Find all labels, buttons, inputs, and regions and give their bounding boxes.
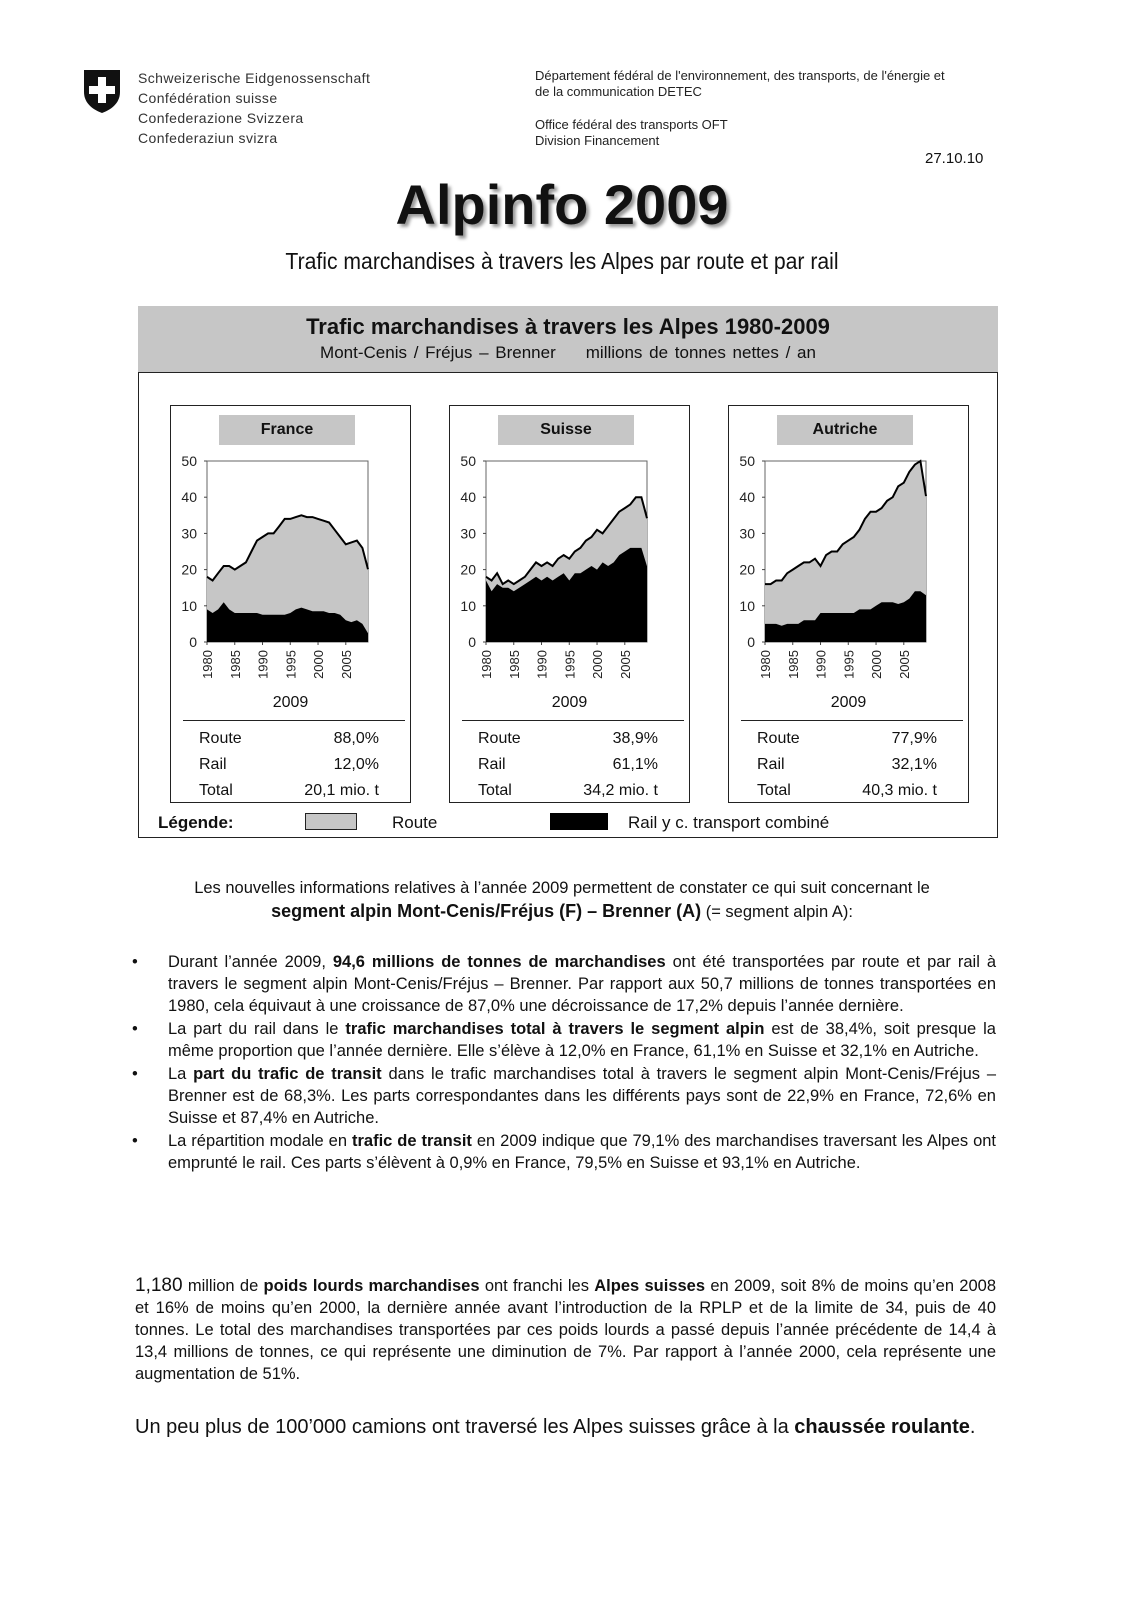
department-name bbox=[535, 68, 945, 100]
paragraph-text: en 2009, soit 8% de moins qu’en 2008 et 16% de moins qu’en 2000, la dernière année avant l’introduction de la RPLP et de la limite de 34, puis de 40 tonnes. Le total des marchandises transportées par ces poids lourds a passé depuis l’année précédente de 14,4 à 13,4 millions de tonnes, ce qui représente une diminution de 7%. Par rapport à l’année 2000, cela représente une augmentation de 51%. bbox=[135, 1277, 997, 1383]
y-tick-label: 10 bbox=[181, 597, 197, 614]
confederation-names bbox=[138, 68, 370, 148]
chart-panel-suisse bbox=[449, 405, 690, 803]
document-subtitle: Trafic marchandises à travers les Alpes par route et par rail bbox=[285, 248, 839, 274]
stat-label: Route bbox=[199, 730, 242, 747]
stat-value: 20,1 mio. t bbox=[304, 782, 379, 799]
bullet-emphasis: 94,6 millions de tonnes de marchandises bbox=[332, 953, 666, 971]
office-line-2: Division Financement bbox=[535, 133, 660, 148]
paragraph-text: . bbox=[969, 1416, 976, 1438]
bullet-text: La part du rail dans le bbox=[168, 1020, 346, 1038]
confed-it: Confederazione Svizzera bbox=[138, 110, 304, 126]
panel-title: Autriche bbox=[777, 415, 913, 445]
panel-stats bbox=[199, 730, 379, 808]
x-tick-label: 1995 bbox=[562, 650, 578, 679]
panel-divider bbox=[462, 720, 684, 721]
legend-label: Légende: bbox=[158, 813, 234, 832]
bullet-text: La répartition modale en bbox=[168, 1132, 352, 1150]
x-tick-label: 2005 bbox=[338, 650, 354, 679]
stat-row-route bbox=[478, 730, 658, 756]
y-tick-label: 40 bbox=[460, 489, 476, 506]
stat-label: Total bbox=[478, 782, 512, 799]
chart-panel-france bbox=[170, 405, 411, 803]
x-tick-label: 1995 bbox=[283, 650, 299, 679]
paragraph-text: Un peu plus de 100’000 camions ont traversé les Alpes suisses grâce à la bbox=[135, 1416, 795, 1438]
document-date: 27.10.10 bbox=[925, 150, 984, 167]
list-item bbox=[130, 1018, 996, 1062]
stat-label: Route bbox=[478, 730, 521, 747]
confed-fr: Confédération suisse bbox=[138, 90, 278, 106]
stat-row-rail bbox=[757, 756, 937, 782]
chart-svg bbox=[450, 406, 689, 696]
panel-year: 2009 bbox=[551, 694, 588, 711]
rolling-highway-paragraph bbox=[135, 1414, 996, 1440]
chart-subtitle-unit: millions de tonnes nettes / an bbox=[585, 343, 816, 362]
paragraph-text: million de bbox=[182, 1277, 264, 1295]
panel-year: 2009 bbox=[830, 694, 867, 711]
legend-swatch-rail bbox=[550, 813, 608, 830]
heavy-vehicles-paragraph bbox=[135, 1275, 996, 1385]
intro-line: Les nouvelles informations relatives à l’année 2009 permettent de constater ce qui suit concernant le bbox=[194, 879, 930, 897]
legend-text-rail: Rail y c. transport combiné bbox=[628, 813, 830, 832]
department-line-2: de la communication DETEC bbox=[535, 84, 702, 99]
intro-segment-line bbox=[100, 900, 1024, 924]
y-tick-label: 0 bbox=[468, 634, 476, 650]
bullet-text: en 2009 indique que 79,1% des marchandises traversant les Alpes ont emprunté le rail. Ces parts s’élèvent à 0,9% en France, 79,5% en Suisse et 93,1% en Autriche. bbox=[168, 1132, 997, 1172]
bullet-emphasis: part du trafic de transit bbox=[193, 1065, 382, 1083]
panel-divider bbox=[741, 720, 963, 721]
chart-subtitle-route-segment: Mont-Cenis / Fréjus – Brenner bbox=[320, 343, 556, 362]
x-tick-label: 2000 bbox=[311, 650, 327, 679]
panel-title: Suisse bbox=[498, 415, 634, 445]
stat-value: 61,1% bbox=[612, 756, 658, 773]
x-tick-label: 2000 bbox=[869, 650, 885, 679]
swiss-coat-of-arms-icon bbox=[82, 68, 122, 114]
x-tick-label: 1985 bbox=[785, 650, 801, 679]
stat-label: Rail bbox=[478, 756, 506, 773]
stat-label: Total bbox=[199, 782, 233, 799]
panel-stats bbox=[757, 730, 937, 808]
x-tick-label: 2005 bbox=[896, 650, 912, 679]
y-tick-label: 40 bbox=[181, 489, 197, 506]
confed-de: Schweizerische Eidgenossenschaft bbox=[138, 70, 371, 86]
stat-label: Route bbox=[757, 730, 800, 747]
bullet-text: est de 38,4%, soit presque la même proportion que l’année dernière. Elle s’élève à 12,0% en France, 61,1% en Suisse et 32,1% en Autriche. bbox=[168, 1020, 996, 1060]
bullet-list bbox=[130, 951, 996, 1175]
x-tick-label: 1990 bbox=[534, 650, 550, 679]
panel-year: 2009 bbox=[272, 694, 309, 711]
paragraph-emphasis: poids lourds marchandises bbox=[263, 1277, 480, 1295]
stat-label: Rail bbox=[757, 756, 785, 773]
stat-value: 77,9% bbox=[891, 730, 937, 747]
stat-row-total bbox=[478, 782, 658, 808]
chart-subtitle bbox=[138, 343, 998, 363]
legend-swatch-route bbox=[305, 813, 357, 830]
stat-row-route bbox=[199, 730, 379, 756]
y-tick-label: 50 bbox=[181, 453, 197, 469]
y-tick-label: 10 bbox=[460, 597, 476, 614]
x-tick-label: 2000 bbox=[590, 650, 606, 679]
bullet-text: dans le trafic marchandises total à travers le segment alpin Mont-Cenis/Fréjus – Brenner est de 68,3%. Les parts correspondantes dans les différents pays sont de 22,9% en France, 72,6% en Suisse et 87,4% en Autriche. bbox=[168, 1065, 997, 1127]
office-line-1: Office fédéral des transports OFT bbox=[535, 117, 728, 132]
y-tick-label: 0 bbox=[189, 634, 197, 650]
list-item bbox=[130, 951, 996, 1017]
paragraph-emphasis: chaussée roulante bbox=[794, 1416, 970, 1438]
confed-rm: Confederaziun svizra bbox=[138, 130, 278, 146]
stat-value: 12,0% bbox=[333, 756, 379, 773]
x-tick-label: 1985 bbox=[506, 650, 522, 679]
chart-header bbox=[138, 306, 998, 372]
x-tick-label: 1980 bbox=[200, 650, 215, 679]
panel-divider bbox=[183, 720, 405, 721]
bullet-text: ont été transportées par route et par rail à travers le segment alpin Mont-Cenis/Fréjus – Brenner. Par rapport aux 50,7 millions de tonnes transportées en 1980, cela équivaut à une croissance de 87,0% une décroissance de 17,2% depuis l’année dernière. bbox=[168, 953, 997, 1015]
y-tick-label: 50 bbox=[739, 453, 755, 469]
x-tick-label: 1995 bbox=[841, 650, 857, 679]
chart-panel-autriche bbox=[728, 405, 969, 803]
segment-suffix: (= segment alpin A): bbox=[701, 903, 853, 921]
legend-text-route: Route bbox=[392, 813, 438, 832]
document-title: Alpinfo 2009 bbox=[395, 173, 729, 236]
y-tick-label: 20 bbox=[739, 561, 755, 578]
stat-value: 32,1% bbox=[891, 756, 937, 773]
chart-svg bbox=[171, 406, 410, 696]
stat-value: 88,0% bbox=[333, 730, 379, 747]
y-tick-label: 0 bbox=[747, 634, 755, 650]
y-tick-label: 50 bbox=[460, 453, 476, 469]
paragraph-emphasis: Alpes suisses bbox=[594, 1277, 706, 1295]
y-tick-label: 40 bbox=[739, 489, 755, 506]
stat-row-route bbox=[757, 730, 937, 756]
stat-label: Rail bbox=[199, 756, 227, 773]
panel-title: France bbox=[219, 415, 355, 445]
segment-name: segment alpin Mont-Cenis/Fréjus (F) – Brenner (A) bbox=[271, 901, 702, 921]
bullet-text: La bbox=[168, 1065, 194, 1083]
intro-paragraph bbox=[100, 877, 1024, 924]
chart-title: Trafic marchandises à travers les Alpes 1980-2009 bbox=[306, 314, 830, 339]
stat-row-total bbox=[199, 782, 379, 808]
bullet-emphasis: trafic marchandises total à travers le segment alpin bbox=[345, 1020, 765, 1038]
y-tick-label: 10 bbox=[739, 597, 755, 614]
paragraph-text: ont franchi les bbox=[479, 1277, 595, 1295]
chart-svg bbox=[729, 406, 968, 696]
panel-stats bbox=[478, 730, 658, 808]
list-item bbox=[130, 1063, 996, 1129]
y-tick-label: 30 bbox=[181, 525, 197, 542]
x-tick-label: 1990 bbox=[813, 650, 829, 679]
stat-value: 40,3 mio. t bbox=[862, 782, 937, 799]
stat-label: Total bbox=[757, 782, 791, 799]
bullet-emphasis: trafic de transit bbox=[351, 1132, 472, 1150]
y-tick-label: 30 bbox=[739, 525, 755, 542]
office-name bbox=[535, 117, 728, 149]
stat-value: 34,2 mio. t bbox=[583, 782, 658, 799]
y-tick-label: 30 bbox=[460, 525, 476, 542]
vehicle-count: 1,180 bbox=[135, 1275, 183, 1296]
x-tick-label: 1980 bbox=[758, 650, 773, 679]
x-tick-label: 1980 bbox=[479, 650, 494, 679]
y-tick-label: 20 bbox=[460, 561, 476, 578]
list-item bbox=[130, 1130, 996, 1174]
y-tick-label: 20 bbox=[181, 561, 197, 578]
x-tick-label: 1985 bbox=[227, 650, 243, 679]
stat-row-rail bbox=[478, 756, 658, 782]
x-tick-label: 2005 bbox=[617, 650, 633, 679]
stat-row-rail bbox=[199, 756, 379, 782]
x-tick-label: 1990 bbox=[255, 650, 271, 679]
stat-value: 38,9% bbox=[612, 730, 658, 747]
department-line-1: Département fédéral de l'environnement, des transports, de l'énergie et bbox=[535, 68, 945, 83]
stat-row-total bbox=[757, 782, 937, 808]
bullet-text: Durant l’année 2009, bbox=[168, 953, 333, 971]
